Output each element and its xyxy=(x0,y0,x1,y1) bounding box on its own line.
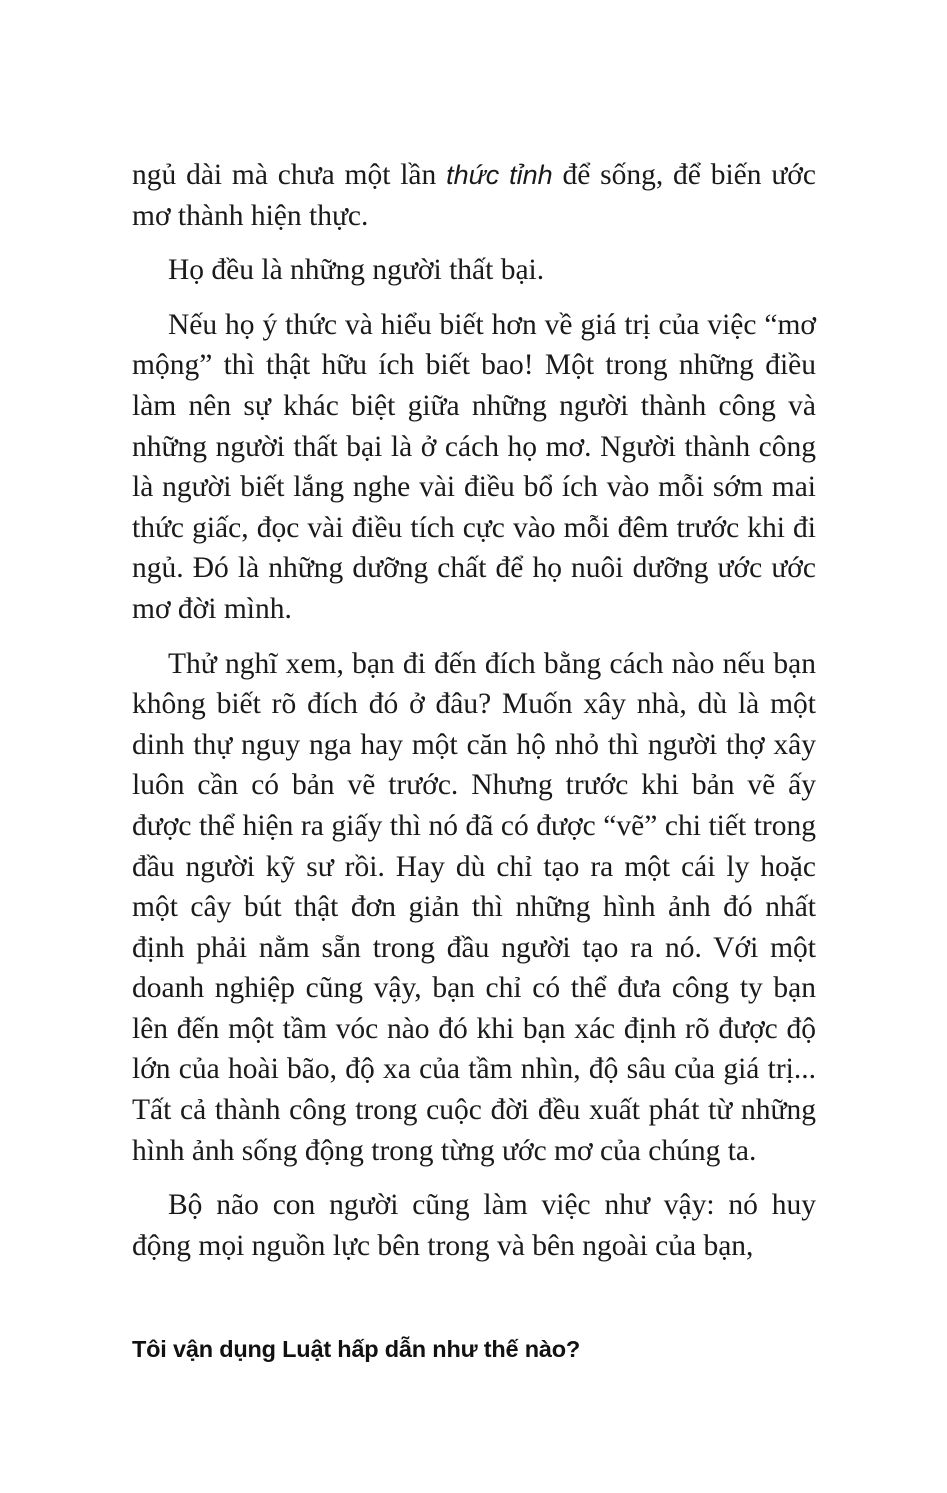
paragraph: Bộ não con người cũng làm việc như vậy: nó huy động mọi nguồn lực bên trong và bên ngoài của bạn, xyxy=(132,1189,816,1262)
paragraph-continuation xyxy=(132,155,816,236)
paragraph: Nếu họ ý thức và hiểu biết hơn về giá trị của việc “mơ mộng” thì thật hữu ích biết bao! Một trong những điều làm nên sự khác biệt giữa những người thành công và những người thất bại là ở cách họ mơ. Người thành công là người biết lắng nghe vài điều bổ ích vào mỗi sớm mai thức giấc, đọc vài điều tích cực vào mỗi đêm trước khi đi ngủ. Đó là những dưỡng chất để họ nuôi dưỡng ước ước mơ đời mình. xyxy=(132,308,816,625)
page-body xyxy=(132,155,816,1266)
paragraph-text: ngủ dài mà chưa một lần xyxy=(132,159,447,191)
running-footer-title: Tôi vận dụng Luật hấp dẫn như thế nào? xyxy=(132,1336,581,1362)
emphasis-text: thức tỉnh xyxy=(446,160,553,190)
paragraph: Họ đều là những người thất bại. xyxy=(168,254,545,287)
paragraph: Thử nghĩ xem, bạn đi đến đích bằng cách nào nếu bạn không biết rõ đích đó ở đâu? Muốn xây nhà, dù là một dinh thự nguy nga hay một căn hộ nhỏ thì người thợ xây luôn cần có bản vẽ trước. Nhưng trước khi bản vẽ ấy được thể hiện ra giấy thì nó đã có được “vẽ” chi tiết trong đầu người kỹ sư rồi. Hay dù chỉ tạo ra một cái ly hoặc một cây bút thật đơn giản thì những hình ảnh đó nhất định phải nằm sẵn trong đầu người tạo ra nó. Với một doanh nghiệp cũng vậy, bạn chỉ có thể đưa công ty bạn lên đến một tầm vóc nào đó khi bạn xác định rõ được độ lớn của hoài bão, độ xa của tầm nhìn, độ sâu của giá trị... Tất cả thành công trong cuộc đời đều xuất phát từ những hình ảnh sống động trong từng ước mơ của chúng ta. xyxy=(132,647,816,1167)
paragraph-text: để sống, để biến ước mơ thành hiện thực. xyxy=(132,159,816,232)
